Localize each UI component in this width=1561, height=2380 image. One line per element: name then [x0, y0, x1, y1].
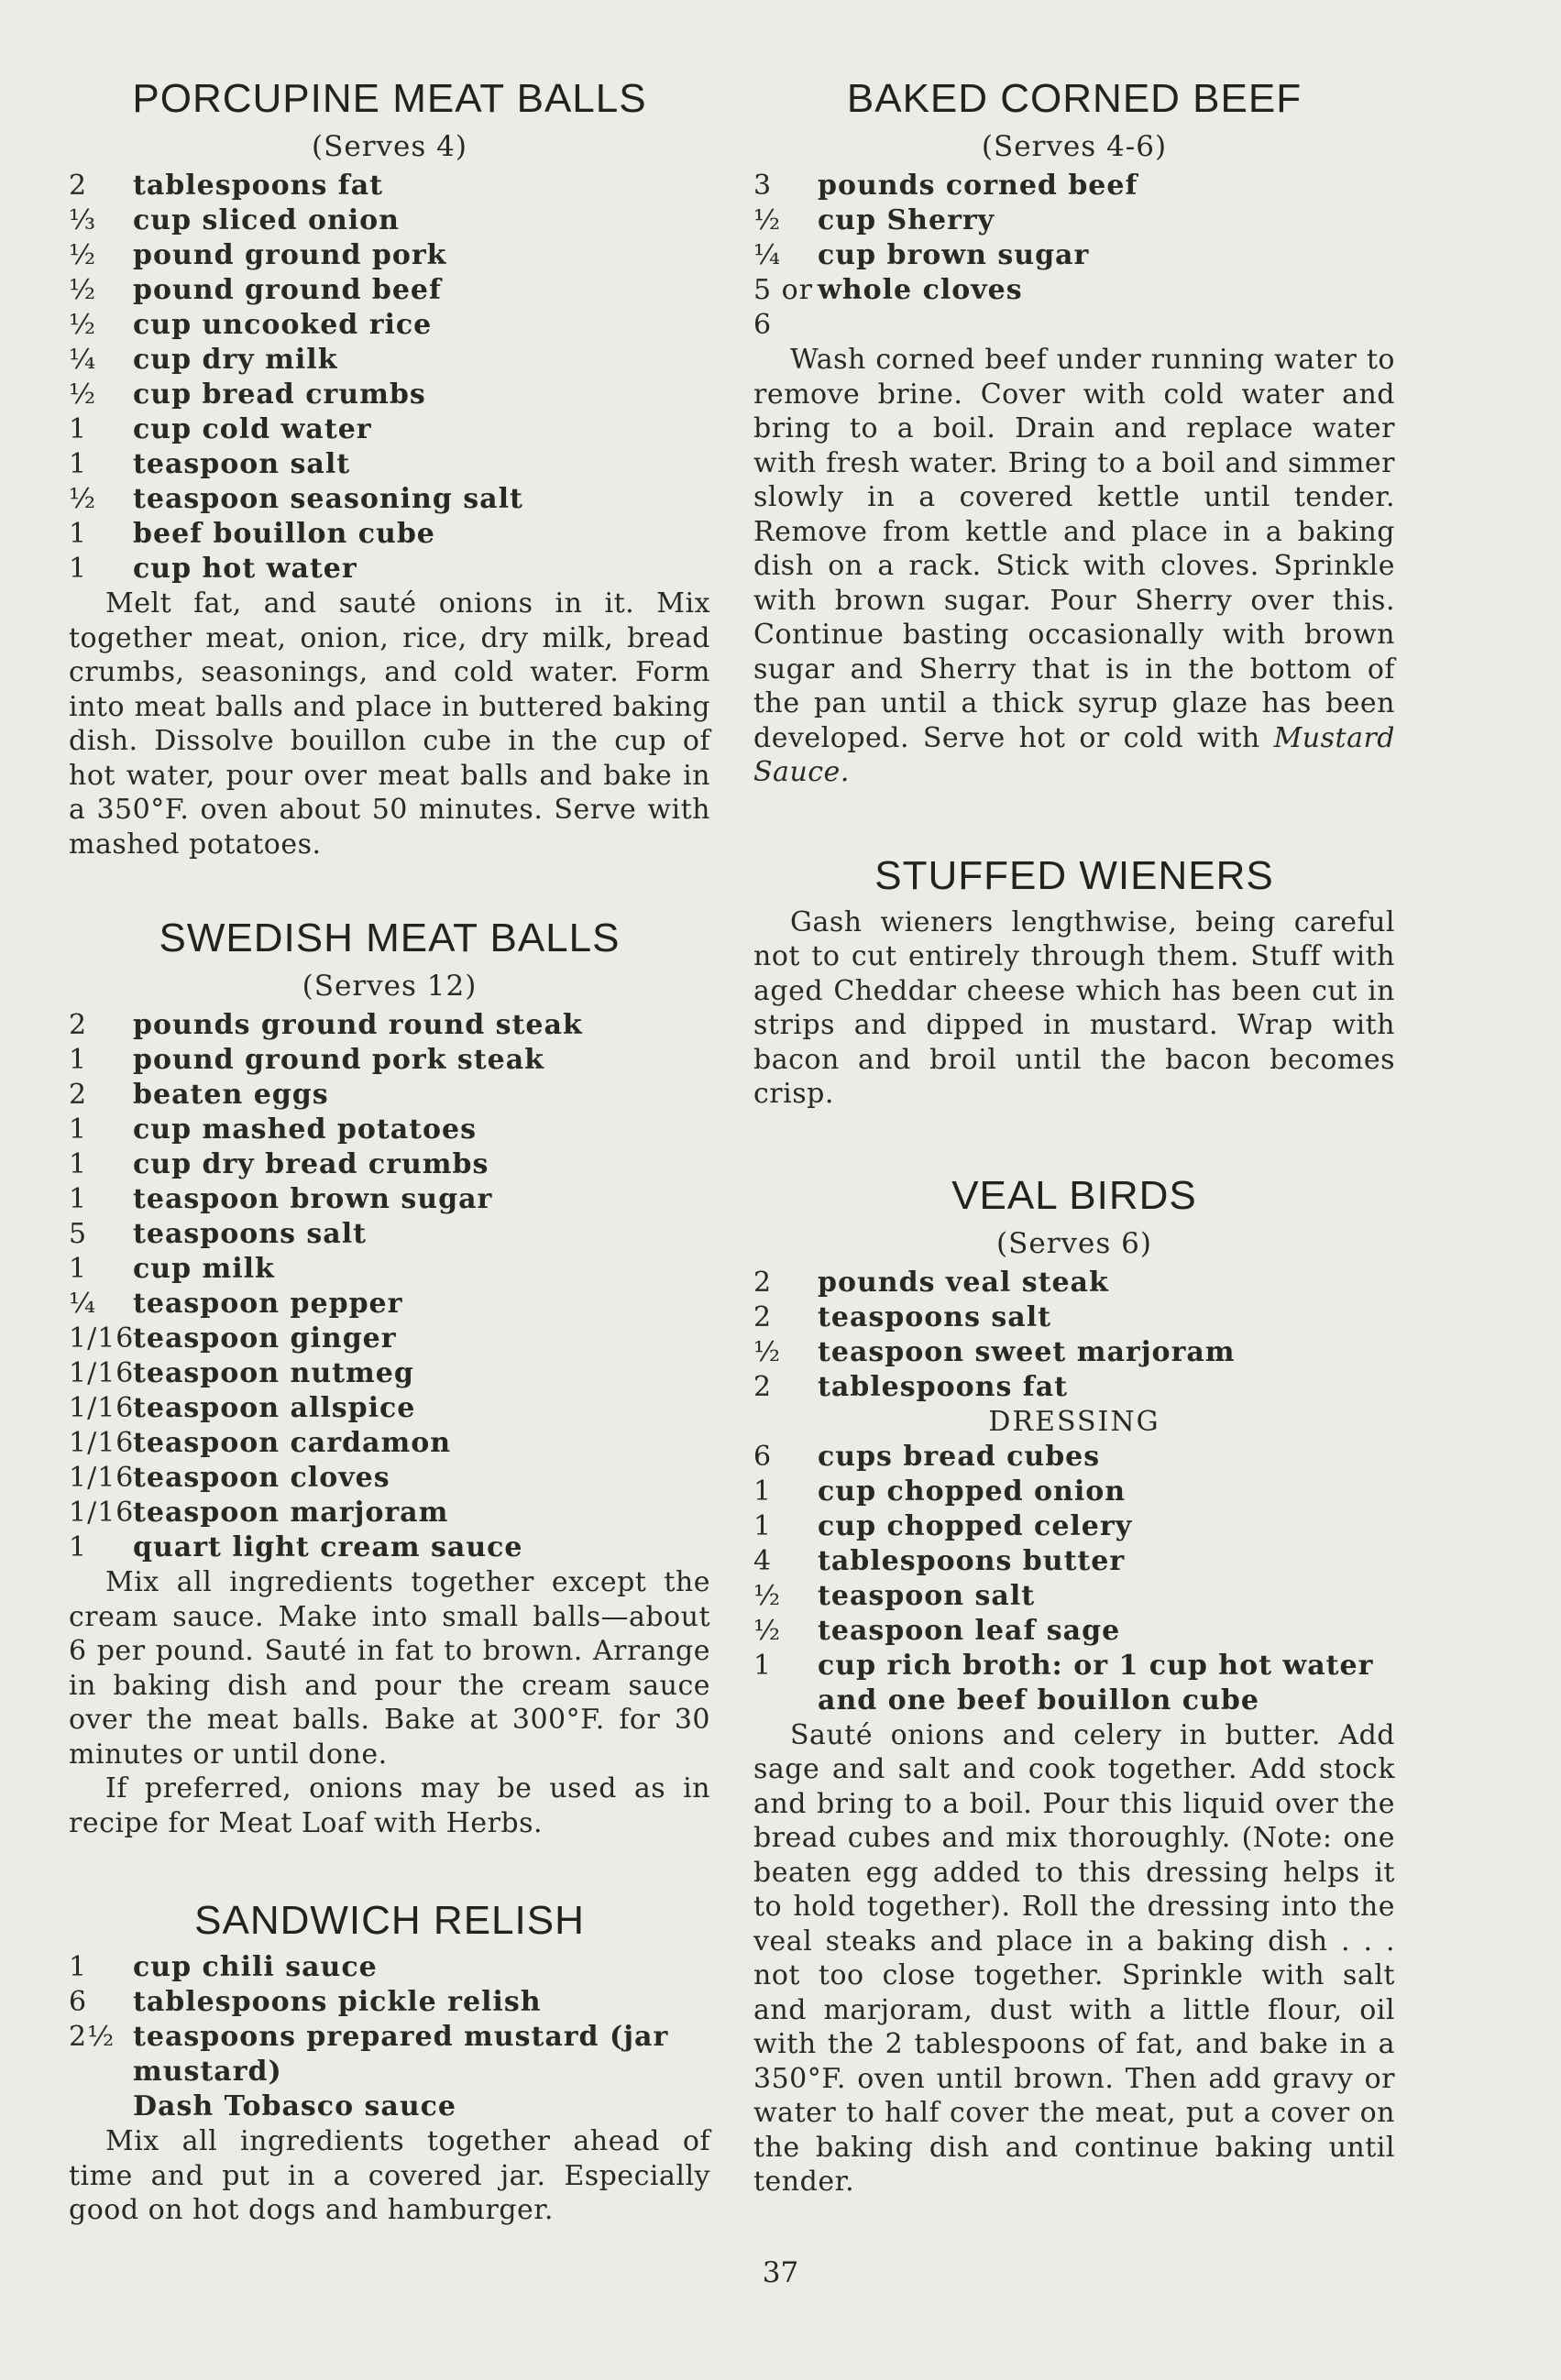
ingredient-qty: 4	[753, 1544, 773, 1577]
recipe-sandwich-relish	[69, 1895, 710, 2228]
ingredient-qty: ½	[753, 204, 782, 236]
ingredient-item: cup dry bread crumbs	[133, 1148, 489, 1180]
ingredient-item: pounds veal steak	[818, 1266, 1109, 1299]
ingredient-row	[69, 1356, 710, 1391]
ingredient-qty: 2	[753, 1300, 773, 1333]
ingredient-item: cup chopped celery	[818, 1509, 1133, 1542]
ingredient-row	[753, 1370, 1395, 1405]
ingredient-row	[753, 203, 1395, 238]
ingredient-qty: ⅓	[69, 204, 97, 236]
ingredient-qty: 1	[69, 1253, 88, 1285]
ingredient-row	[69, 273, 710, 308]
recipe-directions: Mix all ingredients together except the cream sauce. Make into small balls—about 6 per pound. Sauté in fat to brown. Arrange in baking dish and pour the cream sauce over the meat balls. Bake at 300°F. for 30 minutes or until done.	[69, 1566, 710, 1771]
ingredient-row	[69, 1113, 710, 1147]
ingredient-row	[753, 1335, 1395, 1370]
ingredient-qty	[69, 2089, 133, 2124]
ingredient-qty: 1	[753, 1509, 773, 1542]
ingredient-item: teaspoons salt	[133, 1218, 367, 1250]
ingredient-item: tablespoons pickle relish	[133, 1986, 542, 2018]
ingredient-qty: 1	[69, 1531, 88, 1563]
ingredient-row	[69, 1426, 710, 1461]
ingredient-row	[69, 1008, 710, 1043]
ingredient-qty: 1	[69, 553, 88, 585]
ingredient-qty: 1	[69, 1951, 88, 1983]
ingredient-qty: 1	[69, 448, 88, 480]
recipe-title: SANDWICH RELISH	[194, 1898, 585, 1943]
ingredient-item: teaspoon salt	[818, 1579, 1036, 1612]
recipe-directions: Melt fat, and sauté onions in it. Mix together meat, onion, rice, dry milk, bread crumbs, seasonings, and cold water. Form into meat balls and place in buttered baking dish. Dissolve bouillon cube in the cup of hot water, pour over meat balls and bake in a 350°F. oven about 50 minutes. Serve with mashed potatoes.	[69, 587, 710, 861]
recipe-serves: (Serves 12)	[302, 970, 478, 1003]
ingredient-qty: 1/16	[69, 1497, 135, 1529]
ingredient-row	[69, 2020, 710, 2089]
page-number: 37	[762, 2256, 799, 2289]
ingredient-qty: 2	[69, 1009, 88, 1041]
ingredient-row	[69, 1287, 710, 1322]
ingredient-row	[753, 1300, 1395, 1335]
recipe-title: STUFFED WIENERS	[874, 852, 1274, 898]
ingredient-row	[753, 273, 1395, 343]
ingredient-qty: ¼	[69, 344, 97, 376]
ingredient-row	[69, 203, 710, 238]
ingredient-item: teaspoon allspice	[133, 1392, 416, 1424]
ingredient-item: teaspoon nutmeg	[133, 1357, 414, 1389]
ingredient-row	[69, 1078, 710, 1113]
ingredient-item: cup cold water	[133, 413, 372, 445]
ingredient-qty: 1	[69, 1183, 88, 1215]
recipe-directions	[753, 343, 1395, 790]
ingredient-item: cups bread cubes	[818, 1440, 1101, 1473]
ingredient-item: pound ground pork	[133, 239, 447, 271]
dressing-heading: DRESSING	[988, 1405, 1160, 1438]
ingredient-item: cup Sherry	[818, 204, 995, 236]
ingredient-item: cup hot water	[133, 553, 357, 585]
ingredient-list	[69, 169, 710, 587]
ingredient-row	[69, 482, 710, 517]
ingredient-qty: ½	[69, 239, 97, 271]
ingredient-item: teaspoon sweet marjoram	[818, 1335, 1236, 1368]
ingredient-row	[69, 1147, 710, 1182]
ingredient-item: teaspoons prepared mustard (jar mustard)	[133, 2021, 669, 2088]
recipe-directions: Mix all ingredients together ahead of time and put in a covered jar. Especially good on hot dogs and hamburger.	[69, 2125, 710, 2226]
ingredient-row	[69, 308, 710, 343]
ingredient-qty: 1/16	[69, 1357, 135, 1389]
ingredient-qty: ½	[753, 1335, 782, 1368]
ingredient-qty: 1	[753, 1649, 773, 1682]
ingredient-qty: 1	[753, 1475, 773, 1508]
ingredient-row	[753, 169, 1395, 203]
ingredient-row	[69, 1950, 710, 1985]
ingredient-item: Dash Tobasco sauce	[133, 2090, 457, 2122]
ingredient-list	[69, 1950, 710, 2124]
ingredient-row	[753, 238, 1395, 273]
ingredient-list	[753, 1266, 1395, 1405]
ingredient-qty: ¼	[753, 239, 782, 271]
ingredient-item: tablespoons fat	[133, 170, 383, 202]
ingredient-row	[69, 1252, 710, 1287]
recipe-directions: Gash wieners lengthwise, being careful not to cut entirely through them. Stuff with aged Cheddar cheese which has been cut in strips and dipped in mustard. Wrap with bacon and broil until the bacon becomes crisp.	[753, 905, 1395, 1110]
ingredient-item: teaspoon marjoram	[133, 1497, 449, 1529]
ingredient-row	[69, 1985, 710, 2020]
ingredient-qty: 2	[753, 1370, 773, 1403]
sauce-reference: Mustard Sauce.	[753, 721, 1395, 788]
ingredient-item: cup dry milk	[133, 344, 338, 376]
ingredient-qty: 1	[69, 518, 88, 550]
ingredient-qty: 2	[69, 1079, 88, 1111]
recipe-swedish-meat-balls	[69, 913, 710, 1840]
ingredient-qty: ½	[69, 378, 97, 411]
ingredient-item: beef bouillon cube	[133, 518, 435, 550]
ingredient-item: whole cloves	[818, 274, 1023, 306]
directions-text: Wash corned beef under running water to remove brine. Cover with cold water and bring to a boil. Drain and replace water with fresh water. Bring to a boil and simmer slowly in a covered kettle until tender. Remove from kettle and place in a baking dish on a rack. Stick with cloves. Sprinkle with brown sugar. Pour Sherry over this. Continue basting occasionally with brown sugar and Sherry that is in the bottom of the pan until a thick syrup glaze has been developed. Serve hot or cold with	[753, 344, 1395, 754]
ingredient-qty: ½	[753, 1614, 782, 1647]
ingredient-qty: 1	[69, 413, 88, 445]
recipe-directions: Sauté onions and celery in butter. Add sage and salt and cook together. Add stock and bring to a boil. Pour this liquid over the bread cubes and mix thoroughly. (Note: one beaten egg added to this dressing helps it to hold together). Roll the dressing into the veal steaks and place in a baking dish . . . not too close together. Sprinkle with salt and marjoram, dust with a little flour, oil with the 2 tablespoons of fat, and bake in a 350°F. oven until brown. Then add gravy or water to half cover the meat, put a cover on the baking dish and continue baking until tender.	[753, 1718, 1395, 2198]
ingredient-qty: 5 or 6	[753, 274, 814, 341]
recipe-title: VEAL BIRDS	[951, 1172, 1197, 1218]
ingredient-item: cup uncooked rice	[133, 309, 433, 341]
ingredient-qty: 3	[753, 170, 773, 202]
ingredient-row	[753, 1509, 1395, 1544]
ingredient-row	[69, 412, 710, 447]
ingredient-item: teaspoon seasoning salt	[133, 483, 523, 515]
recipe-porcupine-meat-balls	[69, 73, 710, 861]
ingredient-item: cup bread crumbs	[133, 378, 426, 411]
right-column	[753, 73, 1395, 2199]
ingredient-qty: 2	[69, 170, 88, 202]
ingredient-row	[69, 1461, 710, 1496]
ingredient-qty: 1/16	[69, 1392, 135, 1424]
ingredient-item: cup mashed potatoes	[133, 1113, 478, 1146]
ingredient-qty: ½	[69, 483, 97, 515]
ingredient-item: cup rich broth: or 1 cup hot water and one beef bouillon cube	[818, 1649, 1374, 1716]
ingredient-row	[69, 343, 710, 378]
ingredient-qty: ¼	[69, 1288, 97, 1320]
ingredient-row	[753, 1579, 1395, 1614]
ingredient-row	[69, 238, 710, 273]
ingredient-qty: 1/16	[69, 1462, 135, 1494]
ingredient-row	[753, 1544, 1395, 1579]
recipe-stuffed-wieners	[753, 850, 1395, 1112]
ingredient-item: pound ground beef	[133, 274, 442, 306]
ingredient-qty: 5	[69, 1218, 88, 1250]
ingredient-row	[753, 1614, 1395, 1649]
ingredient-row	[69, 378, 710, 412]
ingredient-qty: 1	[69, 1044, 88, 1076]
ingredient-row	[69, 1496, 710, 1530]
ingredient-qty: 1/16	[69, 1427, 135, 1459]
ingredient-item: teaspoon salt	[133, 448, 351, 480]
ingredient-row	[69, 447, 710, 482]
ingredient-item: cup brown sugar	[818, 239, 1090, 271]
ingredient-item: teaspoon cardamon	[133, 1427, 452, 1459]
ingredient-row	[69, 552, 710, 587]
ingredient-row	[69, 1182, 710, 1217]
ingredient-row	[69, 1217, 710, 1252]
ingredient-item: cup milk	[133, 1253, 275, 1285]
ingredient-item: teaspoon brown sugar	[133, 1183, 493, 1215]
dressing-list	[753, 1440, 1395, 1718]
recipe-directions-note: If preferred, onions may be used as in recipe for Meat Loaf with Herbs.	[69, 1772, 710, 1839]
recipe-serves: (Serves 4)	[312, 130, 467, 163]
ingredient-row	[753, 1475, 1395, 1509]
ingredient-item: quart light cream sauce	[133, 1531, 523, 1563]
ingredient-item: teaspoons salt	[818, 1300, 1051, 1333]
ingredient-qty: ½	[753, 1579, 782, 1612]
ingredient-qty: 6	[753, 1440, 773, 1473]
ingredient-qty: 2	[753, 1266, 773, 1299]
ingredient-qty: 1/16	[69, 1322, 135, 1355]
ingredient-item: teaspoon leaf sage	[818, 1614, 1121, 1647]
recipe-baked-corned-beef	[753, 73, 1395, 790]
ingredient-row	[69, 1322, 710, 1356]
ingredient-item: pounds corned beef	[818, 170, 1138, 202]
ingredient-item: pound ground pork steak	[133, 1044, 544, 1076]
ingredient-item: cup sliced onion	[133, 204, 400, 236]
ingredient-row	[753, 1440, 1395, 1475]
ingredient-qty: 1	[69, 1113, 88, 1146]
ingredient-list	[69, 1008, 710, 1565]
ingredient-qty: ½	[69, 274, 97, 306]
ingredient-item: teaspoon cloves	[133, 1462, 390, 1494]
recipe-title: BAKED CORNED BEEF	[846, 76, 1303, 121]
ingredient-row	[753, 1266, 1395, 1300]
recipe-title: SWEDISH MEAT BALLS	[159, 916, 621, 960]
ingredient-item: tablespoons fat	[818, 1370, 1068, 1403]
ingredient-list	[753, 169, 1395, 343]
ingredient-row	[69, 1391, 710, 1426]
recipe-serves: (Serves 6)	[996, 1226, 1152, 1260]
ingredient-item: pounds ground round steak	[133, 1009, 583, 1041]
ingredient-item: teaspoon pepper	[133, 1288, 403, 1320]
ingredient-row	[69, 2089, 710, 2124]
recipe-title: PORCUPINE MEAT BALLS	[132, 76, 647, 121]
ingredient-row	[69, 517, 710, 552]
ingredient-row	[69, 1530, 710, 1565]
recipe-serves: (Serves 4-6)	[981, 130, 1168, 163]
ingredient-qty: 6	[69, 1986, 88, 2018]
ingredient-row	[69, 169, 710, 203]
ingredient-qty: 1	[69, 1148, 88, 1180]
recipe-veal-birds	[753, 1170, 1395, 2199]
ingredient-item: cup chili sauce	[133, 1951, 378, 1983]
left-column	[69, 73, 710, 2228]
ingredient-item: tablespoons butter	[818, 1544, 1126, 1577]
ingredient-row	[753, 1649, 1395, 1718]
ingredient-item: beaten eggs	[133, 1079, 329, 1111]
ingredient-item: teaspoon ginger	[133, 1322, 397, 1355]
ingredient-qty: 2½	[69, 2021, 115, 2053]
ingredient-qty: ½	[69, 309, 97, 341]
ingredient-item: cup chopped onion	[818, 1475, 1127, 1508]
ingredient-row	[69, 1043, 710, 1078]
